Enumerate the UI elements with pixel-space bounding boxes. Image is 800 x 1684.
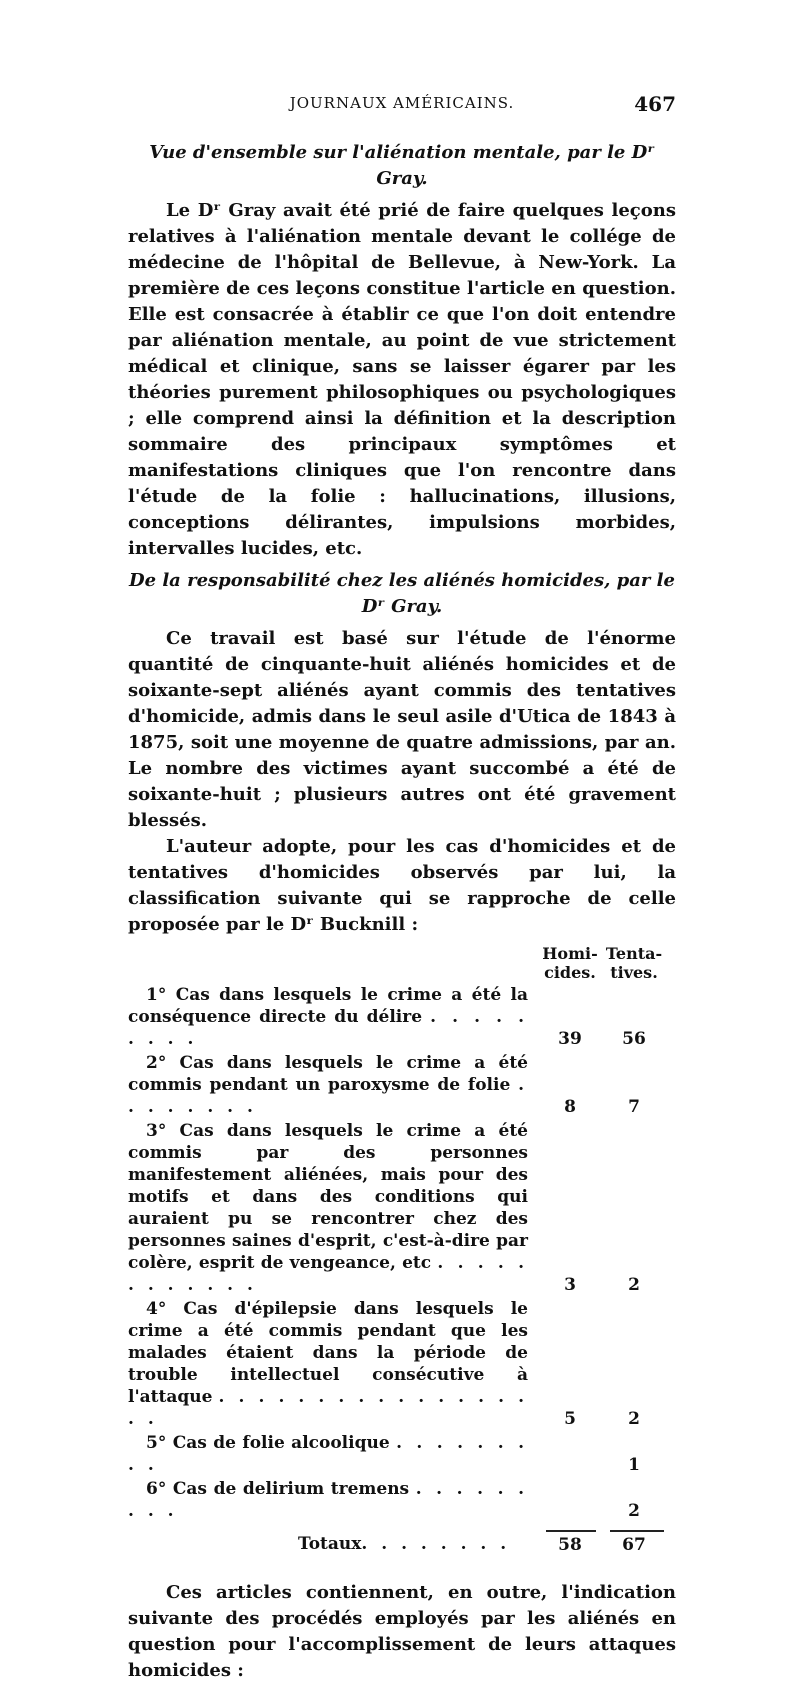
tentatives-value: 56 [622, 1029, 646, 1049]
table-row [128, 984, 676, 1050]
homicides-value: 5 [564, 1409, 576, 1429]
page-number: 467 [634, 92, 676, 116]
row-label: 3° Cas dans lesquels le crime a été commis par des personnes manifestement aliénées, mais pour des motifs et dans des conditions qui auraient pu se rencontrer chez des personnes saines d'esprit, c'est-à-dire par colère, esprit de vengeance, etc . . . . . . . . . . . . [128, 1121, 528, 1295]
running-head: JOURNAUX AMÉRICAINS. [289, 94, 515, 112]
homicides-value: 39 [558, 1029, 582, 1049]
homicides-value: 3 [564, 1275, 576, 1295]
table-row [128, 1478, 676, 1522]
tentatives-value: 2 [628, 1409, 640, 1429]
column-header-tentatives: Tenta-tives. [605, 944, 663, 982]
total-rule-tentatives [610, 1530, 664, 1532]
section-heading-responsibility: De la responsabilité chez les aliénés homicides, par le Dʳ Gray. [129, 570, 675, 617]
tentatives-value: 2 [628, 1501, 640, 1521]
table-row [128, 1298, 676, 1430]
row-label: 6° Cas de delirium tremens . . . . . . . . . [128, 1479, 528, 1521]
total-rule-homicides [546, 1530, 596, 1532]
row-label: 2° Cas dans lesquels le crime a été commis pendant un paroxysme de folie . . . . . . . . [128, 1053, 529, 1117]
tentatives-value: 7 [628, 1097, 640, 1117]
row-label: 4° Cas d'épilepsie dans lesquels le crime a été commis pendant que les malades étaient dans la période de trouble intellectuel consécutive à l'attaque . . . . . . . . . . . . . . . . . . [128, 1299, 528, 1429]
page-header [128, 92, 676, 116]
totals-label: Totaux. . . . . . . . [298, 1534, 511, 1554]
totals-row [128, 1530, 676, 1560]
table-row [128, 1432, 676, 1476]
table-row [128, 1052, 676, 1118]
section-heading-overview: Vue d'ensemble sur l'aliénation mentale, par le Dʳ Gray. [149, 142, 655, 189]
classification-table [128, 944, 676, 1560]
total-homicides: 58 [558, 1535, 582, 1555]
paragraph-classification: L'auteur adopte, pour les cas d'homicides et de tentatives d'homicides observés par lui, la classification suivante qui se rapproche de celle proposée par le Dʳ Bucknill : [128, 836, 676, 935]
homicides-value: 8 [564, 1097, 576, 1117]
body-text [128, 140, 676, 1684]
tentatives-value: 2 [628, 1275, 640, 1295]
tentatives-value: 1 [628, 1455, 640, 1475]
table-header [128, 944, 676, 984]
column-header-homicides: Homi-cides. [542, 944, 598, 982]
paragraph-overview: Le Dʳ Gray avait été prié de faire quelques leçons relatives à l'aliénation mentale devant le collége de médecine de l'hôpital de Bellevue, à New-York. La première de ces leçons constitue l'article en question. Elle est consacrée à établir ce que l'on doit entendre par aliénation mentale, au point de vue strictement médical et clinique, sans se laisser égarer par les théories purement philosophiques ou psychologiques ; elle comprend ainsi la définition et la description sommaire des principaux symptômes et manifestations cliniques que l'on rencontre dans l'étude de la folie : hallucinations, illusions, conceptions délirantes, impulsions morbides, intervalles lucides, etc. [128, 200, 676, 559]
row-label: 1° Cas dans lesquels le crime a été la conséquence directe du délire . . . . . . . . . [128, 985, 528, 1049]
paragraph-closing: Ces articles contiennent, en outre, l'indication suivante des procédés employés par les aliénés en question pour l'accomplissement de leurs attaques homicides : [128, 1582, 676, 1681]
total-tentatives: 67 [622, 1535, 646, 1555]
paragraph-study: Ce travail est basé sur l'étude de l'énorme quantité de cinquante-huit aliénés homicides et de soixante-sept aliénés ayant commis des tentatives d'homicide, admis dans le seul asile d'Utica de 1843 à 1875, soit une moyenne de quatre admissions, par an. Le nombre des victimes ayant succombé a été de soixante-huit ; plusieurs autres ont été gravement blessés. [128, 628, 676, 831]
row-label: 5° Cas de folie alcoolique . . . . . . . . . [128, 1433, 528, 1475]
